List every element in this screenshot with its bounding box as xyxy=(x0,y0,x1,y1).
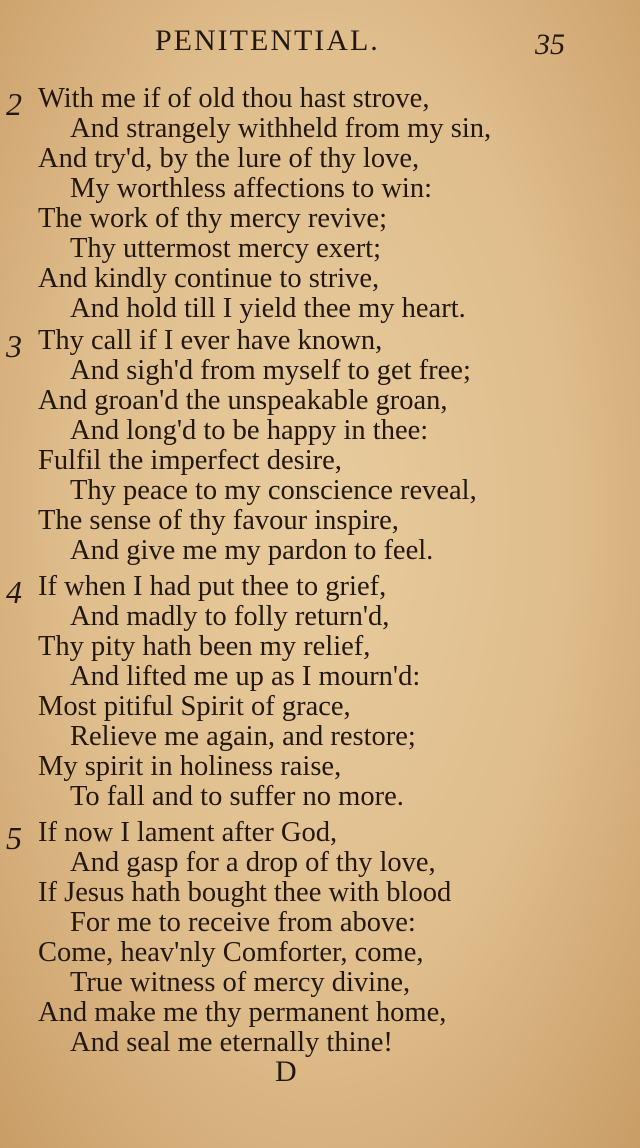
verse-line: And strangely withheld from my sin, xyxy=(70,113,492,144)
verse-line: For me to receive from above: xyxy=(70,907,416,938)
verse-line: To fall and to suffer no more. xyxy=(70,781,404,812)
verse-line: And groan'd the unspeakable groan, xyxy=(38,385,448,416)
verse-line: Thy peace to my conscience reveal, xyxy=(70,475,477,506)
verse-line: Fulfil the imperfect desire, xyxy=(38,445,342,476)
verse-line: And make me thy permanent home, xyxy=(38,997,447,1028)
verse-line: Thy uttermost mercy exert; xyxy=(70,233,382,264)
verse-line: If now I lament after God, xyxy=(38,817,338,848)
verse-line: Come, heav'nly Comforter, come, xyxy=(38,937,424,968)
verse-line: Thy pity hath been my relief, xyxy=(38,631,371,662)
verse-line: If when I had put thee to grief, xyxy=(38,571,387,602)
verse-line: Thy call if I ever have known, xyxy=(38,325,383,356)
verse-line: And hold till I yield thee my heart. xyxy=(70,293,466,324)
stanza-number: 4 xyxy=(6,574,22,610)
page-header xyxy=(0,22,640,66)
verse-line: And gasp for a drop of thy love, xyxy=(70,847,436,878)
verse-line: And sigh'd from myself to get free; xyxy=(70,355,471,386)
verse-line: Relieve me again, and restore; xyxy=(70,721,416,752)
verse-line: With me if of old thou hast strove, xyxy=(38,83,430,114)
verse-line: My worthless affections to win: xyxy=(70,173,433,204)
verse-line: And give me my pardon to feel. xyxy=(70,535,434,566)
verse-line: Most pitiful Spirit of grace, xyxy=(38,691,351,722)
verse-line: My spirit in holiness raise, xyxy=(38,751,342,782)
stanza-number: 2 xyxy=(6,86,22,122)
verse-line: The sense of thy favour inspire, xyxy=(38,505,399,536)
verse-line: And try'd, by the lure of thy love, xyxy=(38,143,420,174)
page-number: 35 xyxy=(535,28,565,61)
verse-line: The work of thy mercy revive; xyxy=(38,203,387,234)
stanza-number: 5 xyxy=(6,820,22,856)
stanza-number: 3 xyxy=(6,328,22,364)
verse-line: And madly to folly return'd, xyxy=(70,601,390,632)
verse-line: And lifted me up as I mourn'd: xyxy=(70,661,421,692)
verse-line: And long'd to be happy in thee: xyxy=(70,415,429,446)
verse-line: If Jesus hath bought thee with blood xyxy=(38,877,452,908)
signature-mark: D xyxy=(275,1055,297,1088)
verse-line: True witness of mercy divine, xyxy=(70,967,411,998)
verse-line: And seal me eternally thine! xyxy=(70,1027,393,1058)
verse-line: And kindly continue to strive, xyxy=(38,263,380,294)
running-head: PENITENTIAL. xyxy=(155,24,380,57)
